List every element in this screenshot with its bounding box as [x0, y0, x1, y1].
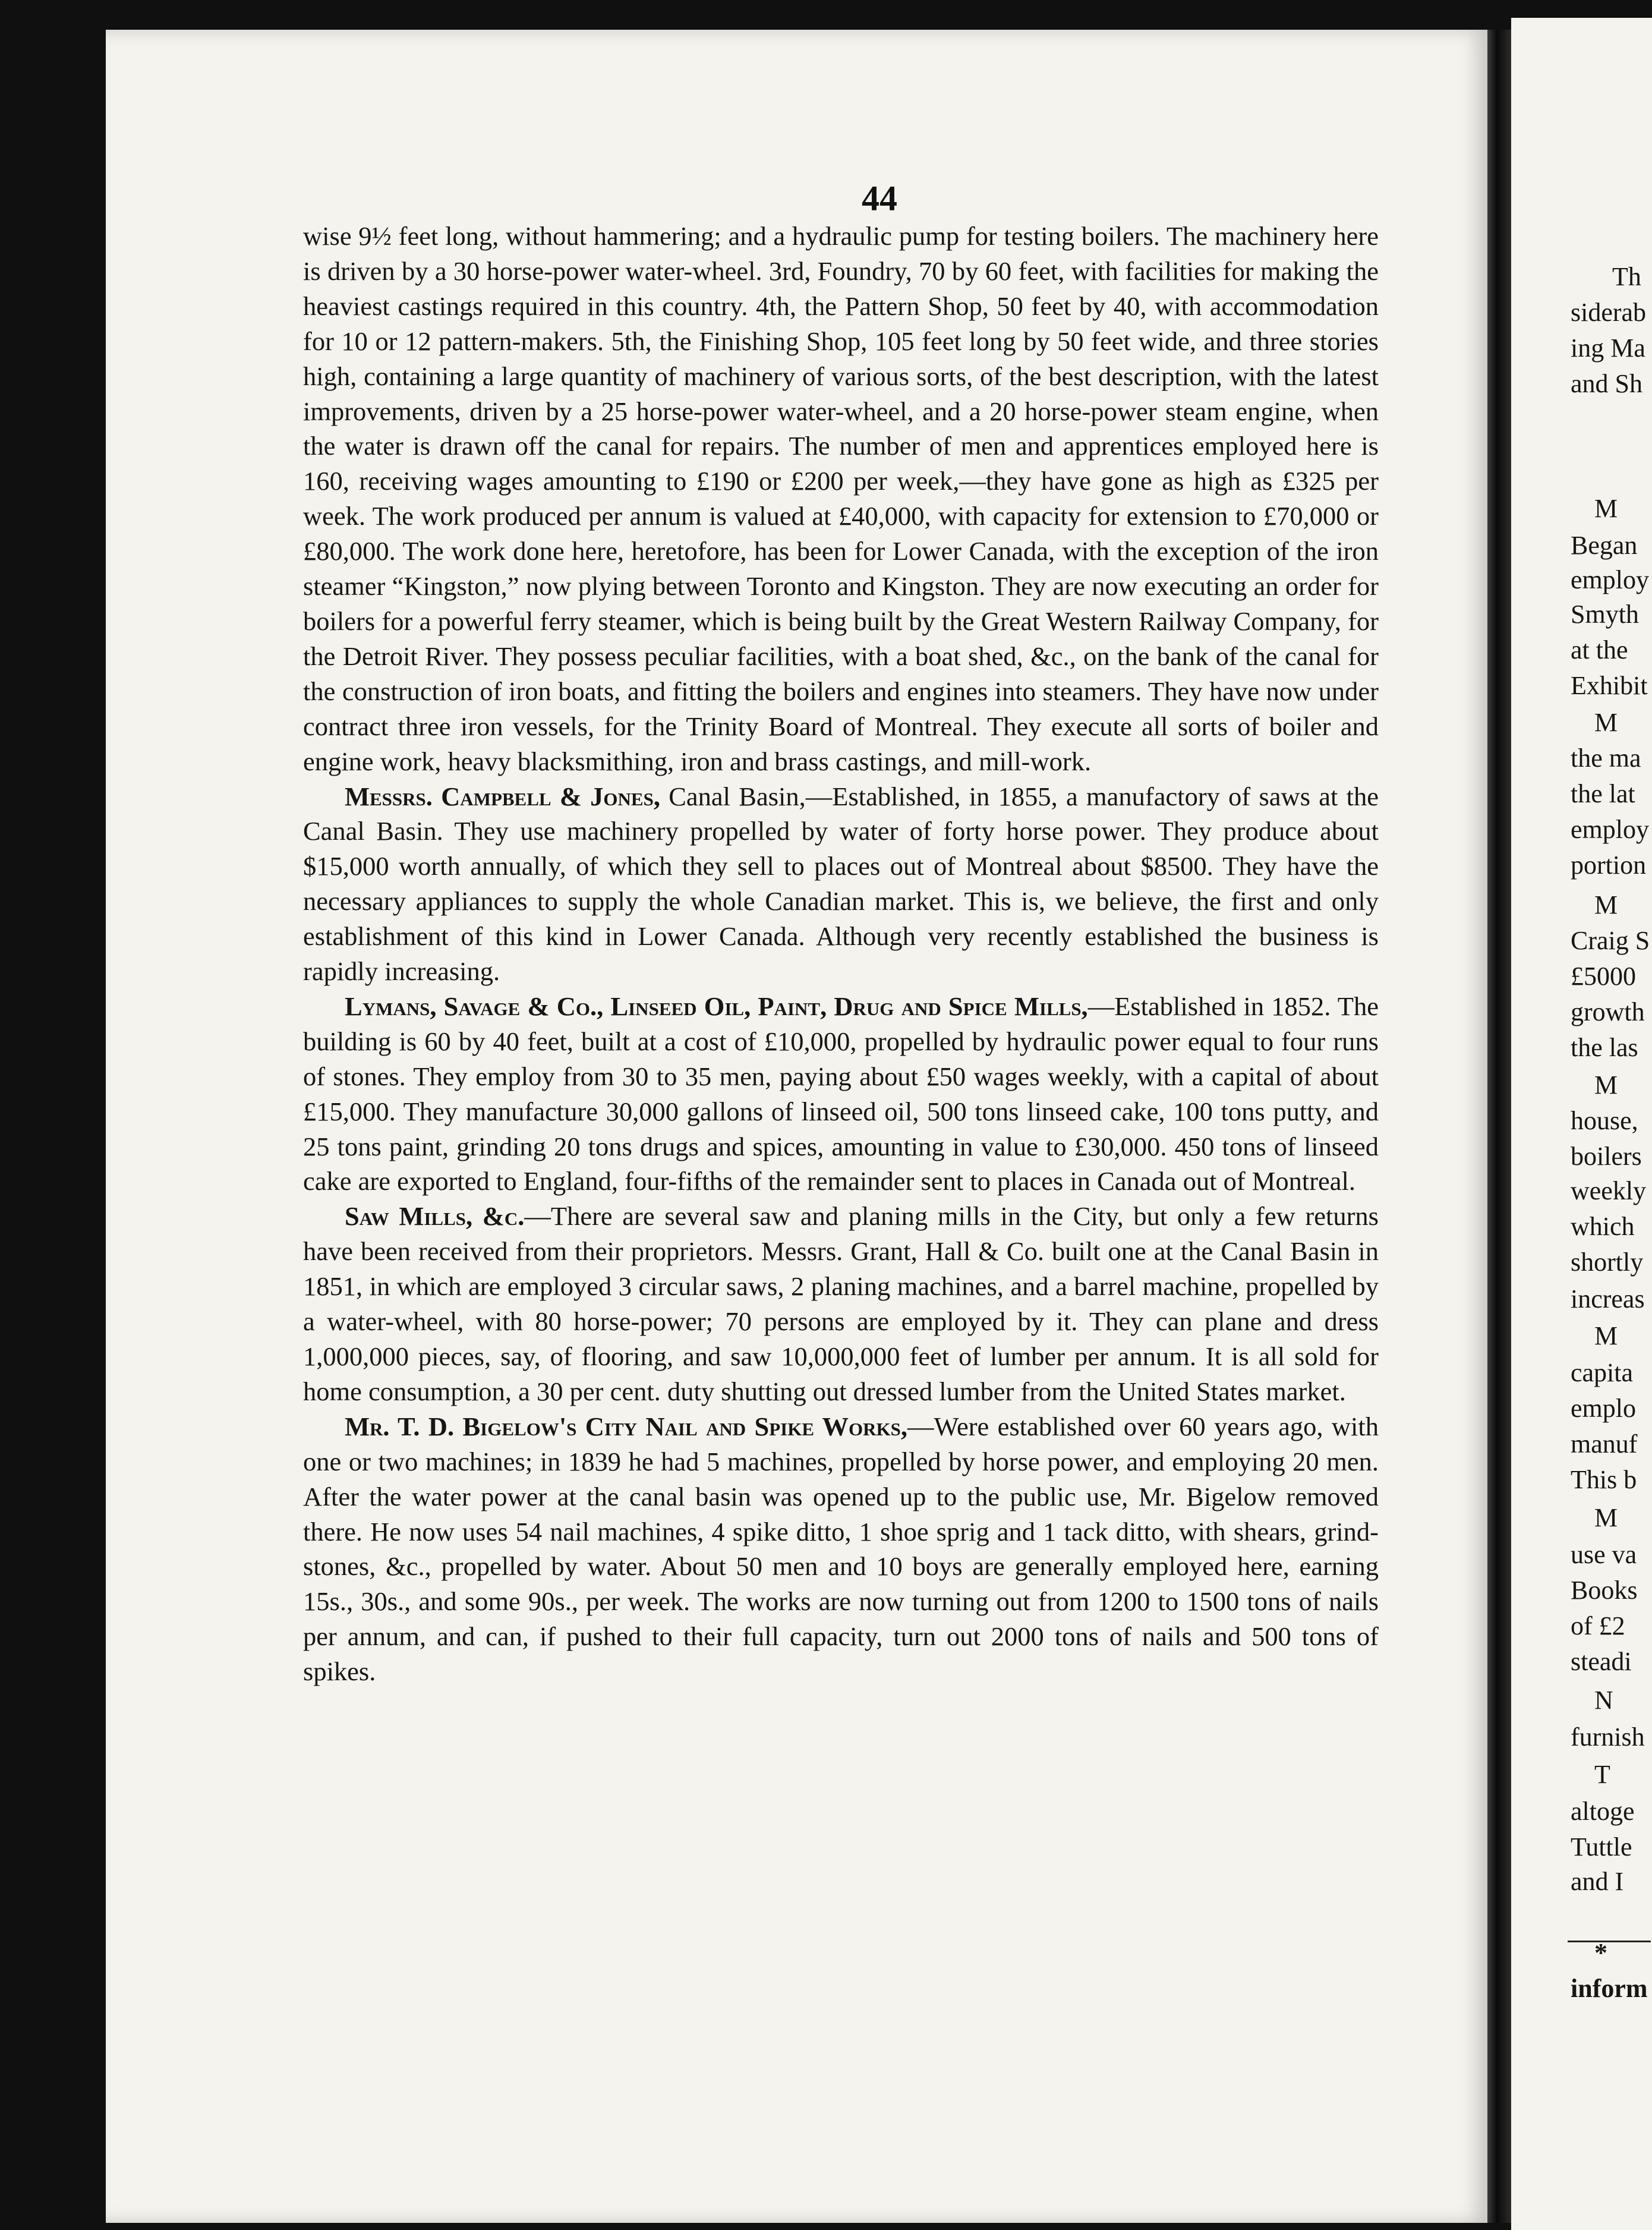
facing-page-fragment: Craig S: [1571, 926, 1650, 955]
facing-page-fragment: the lat: [1571, 779, 1635, 808]
facing-page-fragment: the ma: [1571, 744, 1641, 773]
paragraph-text: —There are several saw and planing mills in the City, but only a few returns have been received from their proprietors. Messrs. Grant, Hall & Co. built one at the Canal Basin in 1851, in which are employed 3 circular saws, 2 planing machines, and a barrel machine, propelled by a water-wheel, with 80 horse-power; 70 persons are employed by it. They can plane and dress 1,000,000 pieces, say, of flooring, and saw 10,000,000 feet of lumber per annum. It is all sold for home consumption, a 30 per cent. duty shutting out dressed lumber from the United States market.: [303, 1201, 1379, 1406]
facing-page-fragment: Smyth: [1571, 600, 1639, 629]
facing-page-fragment: and Sh: [1571, 369, 1642, 398]
facing-page-fragment: ing Ma: [1571, 333, 1645, 363]
facing-page-fragment: Th: [1612, 262, 1641, 291]
paragraph: [303, 989, 1379, 1199]
facing-page-fragment: use va: [1571, 1540, 1637, 1569]
facing-page-fragment: M: [1594, 890, 1618, 919]
paragraph-lead: Messrs. Campbell & Jones,: [345, 781, 660, 811]
facing-page-fragment: M: [1594, 708, 1618, 737]
facing-page-fragment: steadi: [1571, 1647, 1632, 1676]
page-number: 44: [862, 179, 897, 218]
facing-page-fragment: portion: [1571, 851, 1647, 880]
paragraph-text: Canal Basin,—Established, in 1855, a manufactory of saws at the Canal Basin. They use machinery propelled by water of forty horse power. They produce about $15,000 worth annually, of which they sell to places out of Montreal about $8500. They have the necessary appliances to supply the whole Canadian market. This is, we believe, the first and only establishment of this kind in Lower Canada. Although very recently established the business is rapidly increasing.: [303, 781, 1379, 987]
paragraph-lead: Mr. T. D. Bigelow's City Nail and Spike Works,: [345, 1411, 908, 1441]
paragraph-text: —Were established over 60 years ago, with one or two machines; in 1839 he had 5 machines, propelled by horse power, and employing 20 men. After the water power at the canal basin was opened up to the public use, Mr. Bigelow removed there. He now uses 54 nail machines, 4 spike ditto, 1 shoe sprig and 1 tack ditto, with shears, grind-stones, &c., propelled by water. About 50 men and 10 boys are generally employed here, earning 15s., 30s., and some 90s., per week. The works are now turning out from 1200 to 1500 tons of nails per annum, and can, if pushed to their full capacity, turn out 2000 tons of nails and 500 tons of spikes.: [303, 1411, 1379, 1687]
paragraph-lead: Saw Mills, &c.: [345, 1201, 525, 1231]
facing-page-fragment: which: [1571, 1212, 1635, 1241]
body-text: [303, 219, 1379, 1689]
facing-page-fragment: manuf: [1571, 1429, 1638, 1459]
facing-page-fragment: house,: [1571, 1106, 1638, 1135]
facing-page-fragment: emplo: [1571, 1394, 1636, 1423]
paragraph-lead: Lymans, Savage & Co., Linseed Oil, Paint, Drug and Spice Mills,: [345, 991, 1088, 1021]
facing-page-fragment: boilers: [1571, 1142, 1642, 1171]
facing-page-fragment: furnish: [1571, 1722, 1645, 1752]
facing-page-fragment: inform: [1571, 1974, 1648, 2003]
facing-page-fragment: Books: [1571, 1576, 1638, 1605]
facing-page-fragment: *: [1594, 1938, 1607, 1967]
paragraph-text: —Established in 1852. The building is 60 by 40 feet, built at a cost of £10,000, propelled by hydraulic power equal to four runs of stones. They employ from 30 to 35 men, paying about £50 wages weekly, with a capital of about £15,000. They manufacture 30,000 gallons of linseed oil, 500 tons linseed cake, 100 tons putty, and 25 tons paint, grinding 20 tons drugs and spices, amounting in value to £30,000. 450 tons of linseed cake are exported to England, four-fifths of the remainder sent to places in Canada out of Montreal.: [303, 991, 1379, 1196]
facing-page-fragment: employ: [1571, 815, 1649, 844]
facing-page-fragment: altoge: [1571, 1797, 1635, 1826]
facing-page-fragment: and I: [1571, 1867, 1624, 1896]
paragraph: [303, 1409, 1379, 1689]
facing-page-fragment: siderab: [1571, 298, 1647, 327]
facing-page-fragment: employ: [1571, 565, 1649, 594]
facing-page-fragment: Exhibit: [1571, 671, 1648, 700]
facing-page-fragment: shortly: [1571, 1248, 1644, 1277]
facing-page-fragment: £5000: [1571, 962, 1636, 991]
book-gutter: [1487, 30, 1511, 2223]
facing-page-fragment: M: [1594, 1070, 1618, 1100]
facing-page-fragment: M: [1594, 494, 1618, 523]
paragraph: [303, 779, 1379, 989]
facing-page-fragment: M: [1594, 1321, 1618, 1350]
facing-page-fragment: growth: [1571, 997, 1645, 1026]
paragraph: [303, 219, 1379, 779]
facing-page-fragment: increas: [1571, 1284, 1645, 1314]
facing-page-fragment: Began: [1571, 531, 1638, 560]
facing-page-fragment: at the: [1571, 635, 1628, 664]
facing-page-fragment: Tuttle: [1571, 1832, 1632, 1862]
facing-page-fragment: weekly: [1571, 1176, 1647, 1205]
facing-page-fragment: M: [1594, 1503, 1618, 1532]
facing-page-fragment: the las: [1571, 1033, 1638, 1062]
facing-page-fragment: capita: [1571, 1358, 1634, 1387]
facing-page-fragment: This b: [1571, 1465, 1637, 1494]
facing-page-fragment: of £2: [1571, 1611, 1625, 1640]
facing-page: [1511, 18, 1652, 2230]
paragraph-text: wise 9½ feet long, without hammering; and a hydraulic pump for testing boilers. The machinery here is driven by a 30 horse-power water-wheel. 3rd, Foundry, 70 by 60 feet, with facilities for making the heaviest castings required in this country. 4th, the Pattern Shop, 50 feet by 40, with accommodation for 10 or 12 pattern-makers. 5th, the Finishing Shop, 105 feet long by 50 feet wide, and three stories high, containing a large quantity of machinery of various sorts, of the best description, with the latest improvements, driven by a 25 horse-power water-wheel, and a 20 horse-power steam engine, when the water is drawn off the canal for repairs. The number of men and apprentices employed here is 160, receiving wages amounting to £190 or £200 per week,—they have gone as high as £325 per week. The work produced per annum is valued at £40,000, with capacity for extension to £70,000 or £80,000. The work done here, heretofore, has been for Lower Canada, with the exception of the iron steamer “Kingston,” now plying between Toronto and Kingston. They are now executing an order for boilers for a powerful ferry steamer, which is being built by the Great Western Railway Company, for the Detroit River. They possess peculiar facilities, with a boat shed, &c., on the bank of the canal for the construction of iron boats, and fitting the boilers and engines into steamers. They have now under contract three iron vessels, for the Trinity Board of Montreal. They execute all sorts of boiler and engine work, heavy blacksmithing, iron and brass castings, and mill-work.: [303, 221, 1379, 776]
paragraph: [303, 1199, 1379, 1409]
facing-page-fragment: T: [1594, 1760, 1610, 1789]
facing-page-fragment: N: [1594, 1686, 1613, 1715]
footnote-rule: [1568, 1941, 1651, 1942]
